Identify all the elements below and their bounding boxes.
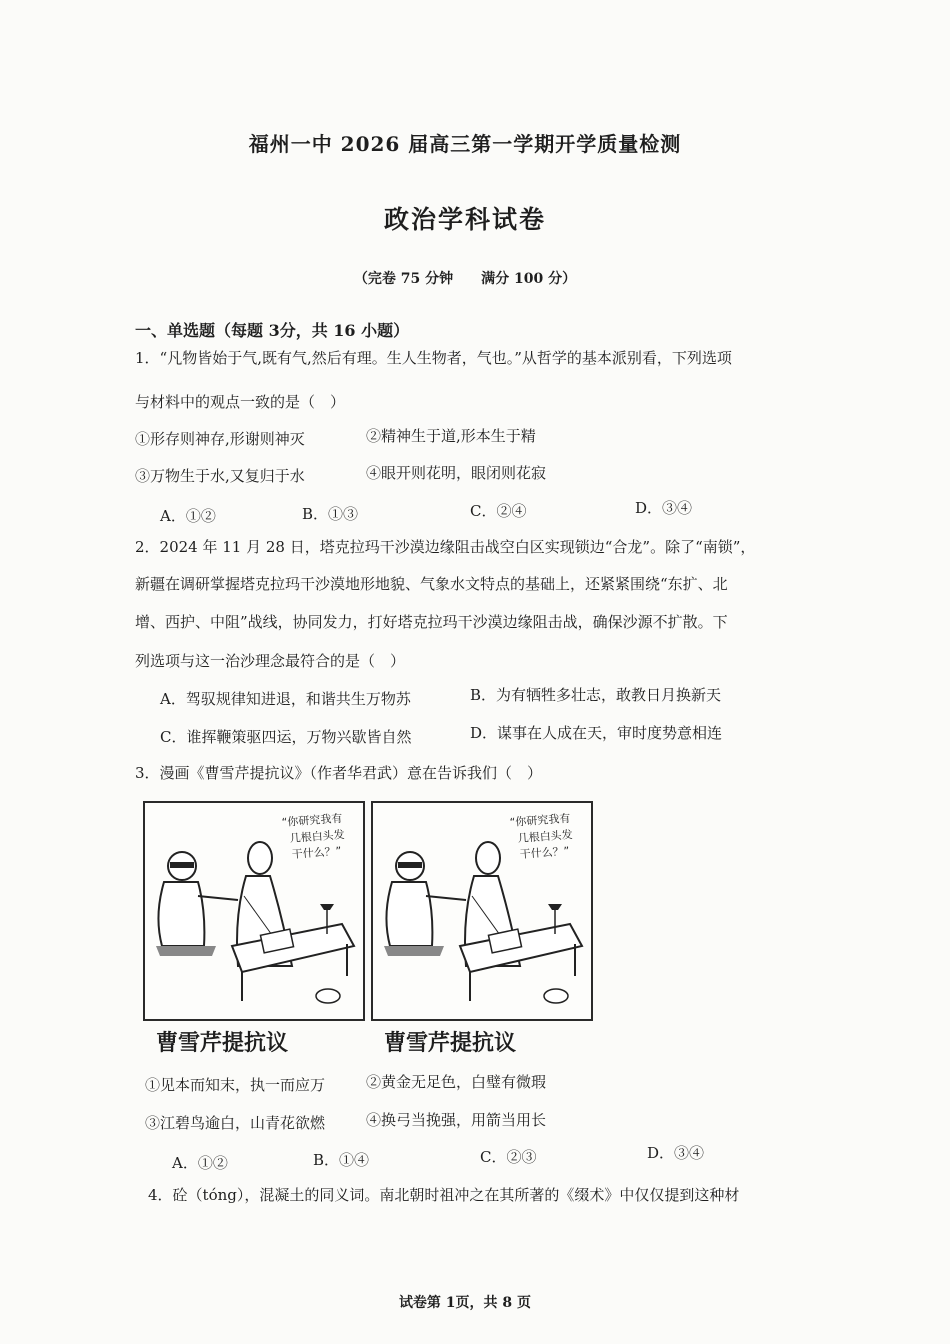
q2-stem-line2: 新疆在调研掌握塔克拉玛干沙漠地形地貌、气象水文特点的基础上，还紧紧围绕“东扩、北 xyxy=(135,575,728,593)
cartoon-image xyxy=(142,796,594,1066)
q3-option-a: A．①② xyxy=(172,1154,228,1172)
svg-text:干什么？”: 干什么？” xyxy=(519,844,570,861)
cartoon-panel-left xyxy=(144,802,364,1020)
q1-stem-line2: 与材料中的观点一致的是（ ） xyxy=(135,393,346,411)
q1-item-1: ①形存则神存,形谢则神灭 xyxy=(135,430,305,448)
section-heading: 一、单选题（每题 3分，共 16 小题） xyxy=(135,321,410,340)
svg-text:干什么？”: 干什么？” xyxy=(291,844,342,861)
cartoon-panel-right xyxy=(372,802,592,1020)
svg-text:几根白头发: 几根白头发 xyxy=(289,828,346,845)
q3-option-d: D．③④ xyxy=(647,1144,705,1162)
q1-option-a: A．①② xyxy=(160,507,216,525)
subject-title: 政治学科试卷 xyxy=(383,205,546,234)
page-footer: 试卷第 1页，共 8 页 xyxy=(398,1295,532,1311)
q1-option-b: B．①③ xyxy=(302,505,359,523)
cartoon-caption-right: 曹雪芹提抗议 xyxy=(384,1031,517,1056)
q3-item-2: ②黄金无足色，白璧有微瑕 xyxy=(366,1073,547,1091)
q3-item-3: ③江碧鸟逾白，山青花欲燃 xyxy=(145,1114,326,1132)
q1-option-d: D．③④ xyxy=(635,499,693,517)
q2-stem-line1: 2．2024 年 11 月 28 日，塔克拉玛干沙漠边缘阻击战空白区实现锁边“合龙”。除了“南锁”， xyxy=(135,538,756,556)
cartoon-caption-left: 曹雪芹提抗议 xyxy=(156,1031,289,1056)
svg-text:几根白头发: 几根白头发 xyxy=(517,828,574,845)
q1-stem-line1: 1．“凡物皆始于气,既有气,然后有理。生人生物者，气也。”从哲学的基本派别看，下列选项 xyxy=(135,349,732,367)
q2-option-d: D．谋事在人成在天，审时度势意相连 xyxy=(470,724,723,742)
q2-stem-line3: 增、西护、中阻”战线，协同发力，打好塔克拉玛干沙漠边缘阻击战，确保沙源不扩散。下 xyxy=(135,613,728,631)
svg-text:“你研究我有: “你研究我有 xyxy=(281,811,343,829)
q1-item-4: ④眼开则花明，眼闭则花寂 xyxy=(366,464,547,482)
q2-option-c: C．谁挥鞭策驱四运，万物兴歇皆自然 xyxy=(160,728,412,746)
q1-item-3: ③万物生于水,又复归于水 xyxy=(135,467,305,485)
q3-option-b: B．①④ xyxy=(313,1151,370,1169)
q1-item-2: ②精神生于道,形本生于精 xyxy=(366,427,536,445)
q2-option-a: A．驾驭规律知进退，和谐共生万物苏 xyxy=(160,690,411,708)
svg-text:“你研究我有: “你研究我有 xyxy=(509,811,571,829)
q3-item-4: ④换弓当挽强，用箭当用长 xyxy=(366,1111,547,1129)
q2-option-b: B．为有牺牲多壮志，敢教日月换新天 xyxy=(470,686,722,704)
exam-title: 福州一中 2026 届高三第一学期开学质量检测 xyxy=(248,132,682,156)
q3-option-c: C．②③ xyxy=(480,1148,537,1166)
q4-stem-line1: 4．砼（tóng），混凝土的同义词。南北朝时祖冲之在其所著的《缀术》中仅仅提到这种材 xyxy=(148,1186,740,1204)
q2-stem-line4: 列选项与这一治沙理念最符合的是（ ） xyxy=(135,652,406,670)
q1-option-c: C．②④ xyxy=(470,502,527,520)
exam-info: （完卷 75 分钟 满分 100 分） xyxy=(353,271,577,287)
q3-stem-line1: 3．漫画《曹雪芹提抗议》（作者华君武）意在告诉我们（ ） xyxy=(135,764,543,782)
q3-item-1: ①见本而知末，执一而应万 xyxy=(145,1076,326,1094)
